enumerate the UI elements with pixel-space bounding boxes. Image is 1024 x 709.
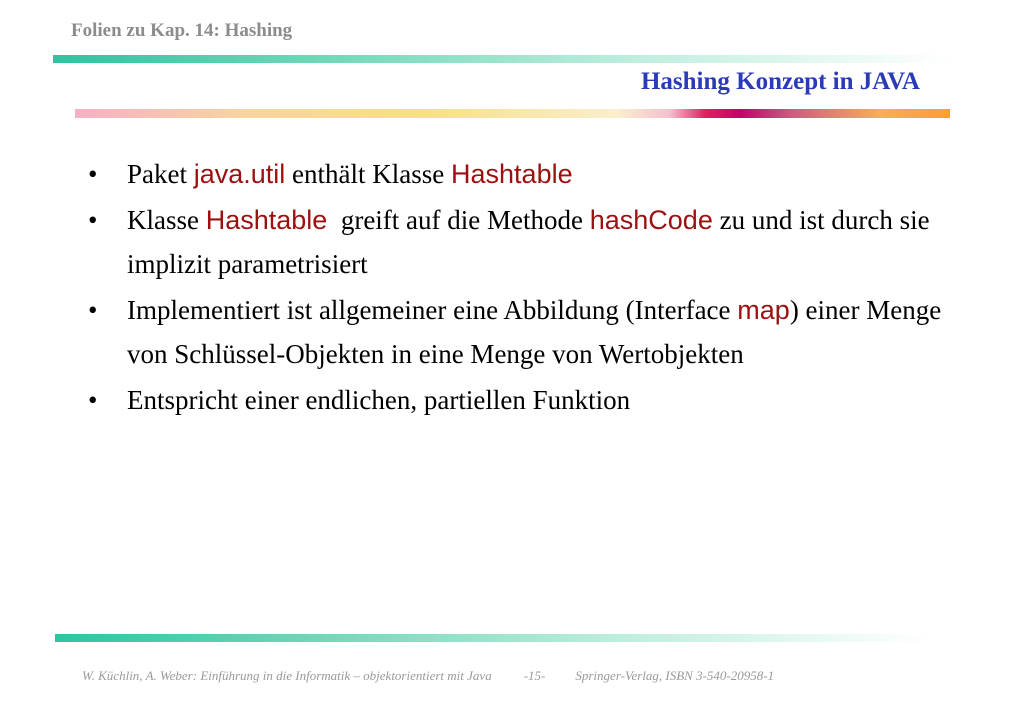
- bullet-item: [88, 378, 968, 422]
- bullet-dot-icon: •: [88, 385, 98, 415]
- code-term: hashCode: [589, 205, 713, 235]
- bullet-list: [88, 152, 968, 424]
- code-term: map: [737, 295, 790, 325]
- bullet-text: Klasse: [127, 205, 206, 235]
- page-number: -15-: [523, 668, 546, 683]
- bullet-text: Implementiert ist allgemeiner eine Abbildung (Interface: [127, 295, 738, 325]
- footer: [82, 668, 774, 684]
- bullet-item: [88, 152, 968, 196]
- bullet-item: [88, 288, 968, 376]
- slide-title: Hashing Konzept in JAVA: [640, 68, 920, 95]
- footer-authors: W. Küchlin, A. Weber: Einführung in die Informatik – objektorientiert mit Java: [82, 668, 492, 683]
- code-term: Hashtable: [451, 159, 573, 189]
- bullet-dot-icon: •: [88, 159, 98, 189]
- bullet-text: Paket: [127, 159, 194, 189]
- code-term: Hashtable: [205, 205, 328, 235]
- bullet-text: zu und ist durch sie implizit parametrisiert: [127, 205, 930, 279]
- code-term: java.util: [193, 159, 286, 189]
- bullet-item: [88, 198, 968, 286]
- bullet-text: enthält Klasse: [285, 159, 452, 189]
- header-divider: [53, 55, 953, 63]
- title-divider: [75, 109, 950, 118]
- bullet-text: Entspricht einer endlichen, partiellen Funktion: [127, 385, 631, 415]
- bullet-text: ) einer Menge von Schlüssel-Objekten in eine Menge von Wertobjekten: [127, 295, 942, 369]
- footer-divider: [55, 634, 930, 642]
- bullet-dot-icon: •: [88, 295, 98, 325]
- bullet-dot-icon: •: [88, 205, 98, 235]
- bullet-text: greift auf die Methode: [327, 205, 590, 235]
- chapter-header: Folien zu Kap. 14: Hashing: [71, 20, 293, 41]
- footer-publisher: Springer-Verlag, ISBN 3-540-20958-1: [575, 668, 775, 683]
